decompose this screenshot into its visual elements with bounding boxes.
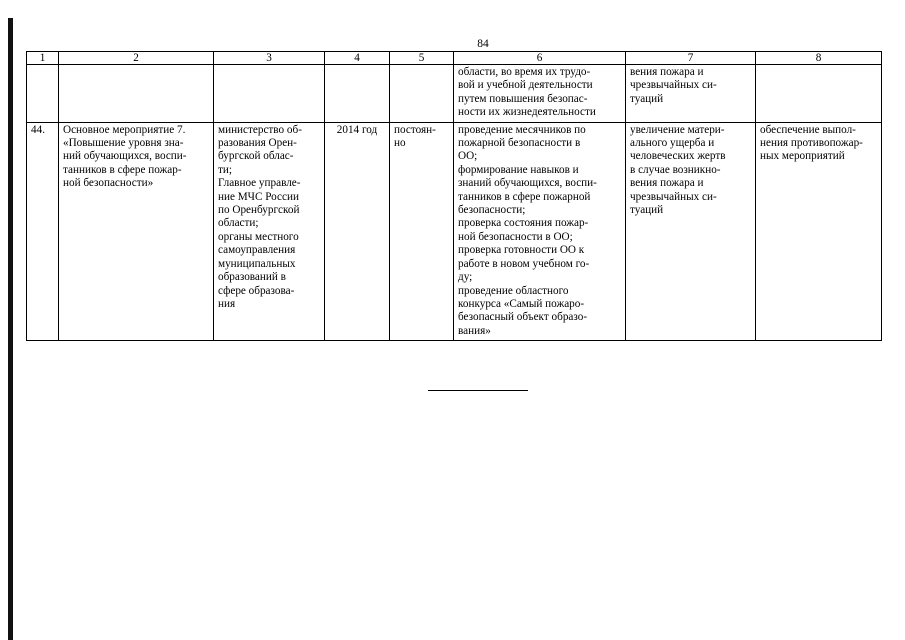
column-number-8: 8 [756, 52, 882, 65]
cell-consequences: увеличение матери- ального ущерба и человеческих жертв в случае возникно- вения пожара и чрезвычайных си- туаций [626, 122, 756, 341]
table-row-44 [27, 122, 882, 341]
cell-end-date [390, 65, 454, 123]
column-number-5: 5 [390, 52, 454, 65]
scan-edge-bar [8, 18, 13, 640]
cell-responsible [214, 65, 325, 123]
measures-table [26, 51, 882, 341]
page-number: 84 [477, 38, 489, 50]
column-number-3: 3 [214, 52, 325, 65]
end-separator-line [428, 390, 528, 391]
column-number-6: 6 [454, 52, 626, 65]
cell-consequences: вения пожара и чрезвычайных си- туаций [626, 65, 756, 123]
cell-responsible: министерство об- разования Орен- бургской облас- ти; Главное управле- ние МЧС России по Оренбургской области; органы местного самоуправления муниципальных образований в сфере образова- ния [214, 122, 325, 341]
cell-measure-name [59, 65, 214, 123]
cell-number: 44. [27, 122, 59, 341]
cell-number [27, 65, 59, 123]
cell-start-date: 2014 год [325, 122, 390, 341]
cell-activities: проведение месячников по пожарной безопасности в ОО; формирование навыков и знаний обучающихся, воспи- танников в сфере пожарной безопасности; проверка состояния пожар- ной безопасности в ОО; проверка готовности ОО к работе в новом учебном го- ду; проведение областного конкурса «Самый пожаро- безопасный объект образо- вания» [454, 122, 626, 341]
column-number-2: 2 [59, 52, 214, 65]
cell-activities: области, во время их трудо- вой и учебной деятельности путем повышения безопас- ности их жизнедеятельности [454, 65, 626, 123]
cell-indicator-link [756, 65, 882, 123]
cell-end-date: постоян- но [390, 122, 454, 341]
cell-indicator-link: обеспечение выпол- нения противопожар- ных мероприятий [756, 122, 882, 341]
table-row-continuation [27, 65, 882, 123]
cell-start-date [325, 65, 390, 123]
cell-measure-name: Основное мероприятие 7. «Повышение уровня зна- ний обучающихся, воспи- танников в сфере пожар- ной безопасности» [59, 122, 214, 341]
column-number-1: 1 [27, 52, 59, 65]
column-number-4: 4 [325, 52, 390, 65]
column-number-7: 7 [626, 52, 756, 65]
column-number-row [27, 52, 882, 65]
